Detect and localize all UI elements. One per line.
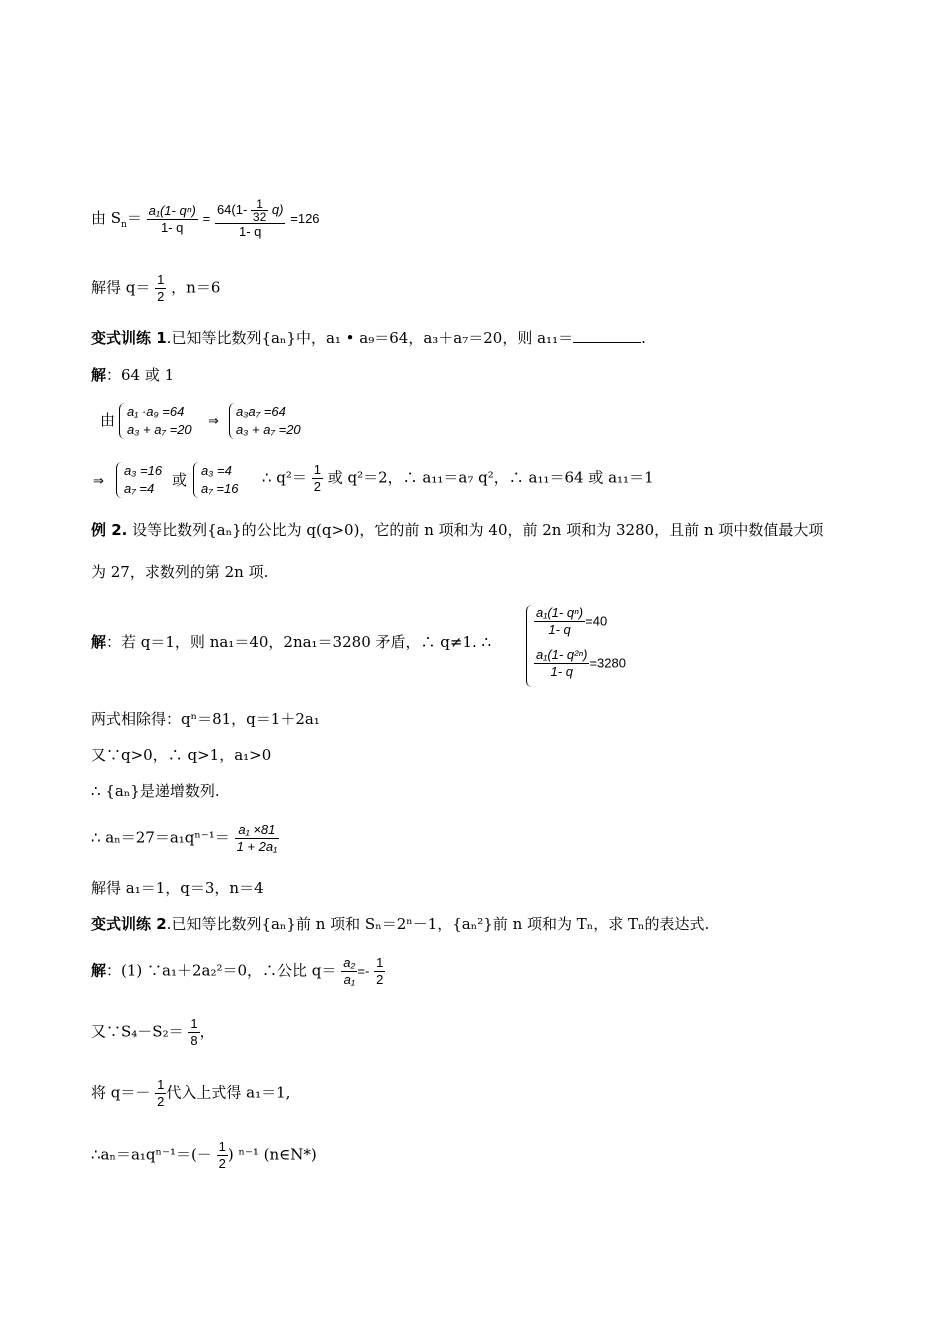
substitute-num: 1 — [157, 1077, 165, 1092]
s4-num: 1 — [190, 1016, 198, 1031]
an-equation-text: ∴ aₙ＝27＝a₁qⁿ⁻¹＝ — [91, 828, 230, 847]
an-equation-frac — [235, 822, 280, 855]
system-1-row-2: a₃ + a₇ =20 — [127, 422, 192, 437]
system-2-brace-a — [116, 462, 122, 498]
solve-q-half-num: 1 — [157, 272, 165, 287]
system-2-half-num: 1 — [313, 462, 321, 477]
s4-line — [91, 1016, 215, 1049]
sn-frac2-inner — [251, 198, 268, 223]
answer-2-system — [534, 605, 626, 689]
sn-fraction-1 — [147, 203, 198, 236]
system-2-or: 或 — [172, 471, 188, 489]
system-2-arrow: ⇒ — [93, 473, 104, 488]
exercise-1-end: . — [641, 329, 646, 347]
substitute-line — [91, 1077, 290, 1110]
exercise-2-text: .已知等比数列{aₙ}前 n 项和 Sₙ＝2ⁿ－1，{aₙ²}前 n 项和为 Tₙ，求 Tₙ的表达式. — [166, 915, 710, 933]
sn-frac1-den: 1- q — [161, 219, 184, 235]
sn-frac2-inner-den: 32 — [252, 210, 267, 224]
answer-2-frac-2-num: a₁(1- q²ⁿ) — [536, 647, 588, 662]
system-1-row-3: a₃a₇ =64 — [236, 404, 286, 419]
exercise-1-line — [91, 328, 646, 348]
system-1-left — [127, 403, 192, 439]
an-equation-line — [91, 822, 279, 855]
sn-formula-line — [91, 198, 320, 240]
system-2-a-row-1: a₃ =16 — [124, 463, 163, 478]
example-2-label: 例 2. — [91, 521, 128, 539]
answer-2-label: 解 — [91, 633, 107, 651]
answer-3-eq: =- — [357, 963, 370, 979]
answer-3-line — [91, 955, 385, 988]
answer-2-eq-2 — [534, 647, 626, 689]
answer-3-half-den: 2 — [376, 972, 384, 987]
answer-blank — [573, 329, 641, 343]
answer-3-half — [374, 955, 385, 988]
substitute-tail: 代入上式得 a₁＝1, — [166, 1083, 291, 1102]
sn-eq: ＝ — [126, 209, 142, 227]
system-2-a — [124, 462, 162, 498]
final-frac — [217, 1139, 228, 1172]
example-2-line-2: 为 27，求数列的第 2n 项. — [91, 563, 269, 581]
system-2-brace-b — [193, 462, 199, 498]
sn-result: =126 — [290, 211, 320, 226]
answer-2-eq-1 — [534, 605, 626, 647]
sn-frac2-inner-num: 1 — [251, 198, 268, 211]
answer-3-ratio — [341, 955, 357, 988]
answer-3-half-num: 1 — [376, 955, 384, 970]
answer-2-frac-1-num: a₁(1- qⁿ) — [536, 605, 584, 620]
system-2-text-2: 或 q²＝2，∴ a₁₁＝a₇ q²，∴ a₁₁＝64 或 a₁₁＝1 — [327, 468, 654, 487]
answer-1-line — [91, 365, 174, 385]
final-tail: ) ⁿ⁻¹ (n∈N*) — [227, 1145, 317, 1164]
system-2-b-row-2: a₇ =16 — [201, 481, 239, 496]
answer-3-label: 解 — [91, 961, 107, 980]
s4-frac — [188, 1016, 199, 1049]
sn-fraction-2 — [215, 198, 286, 240]
final-den: 2 — [218, 1156, 226, 1171]
system-1-row-1: a₁ ·a₉ =64 — [127, 404, 185, 419]
sn-frac1-num: a₁(1- qⁿ) — [148, 202, 196, 218]
system-1-arrow: ⇒ — [208, 413, 219, 428]
s4-den: 8 — [190, 1033, 198, 1048]
sn-eq2: = — [202, 211, 211, 226]
step-q-positive: 又∵q>0，∴ q>1，a₁>0 — [91, 746, 272, 764]
system-1-row-4: a₃ + a₇ =20 — [236, 422, 301, 437]
answer-2-line — [91, 632, 491, 652]
solve-q-half — [155, 272, 166, 305]
final-text: ∴aₙ＝a₁qⁿ⁻¹＝(－ — [91, 1145, 212, 1164]
step-divide: 两式相除得：qⁿ＝81，q＝1＋2a₁ — [91, 710, 320, 728]
solve-q-text: 解得 q＝ — [91, 278, 151, 297]
answer-2-frac-1 — [534, 605, 585, 638]
system-1-right — [236, 403, 301, 439]
answer-2-brace — [526, 605, 532, 687]
sn-frac2-num-post: q) — [271, 201, 284, 217]
answer-2-val-1: =40 — [585, 613, 608, 629]
sn-frac2-den: 1- q — [239, 224, 262, 239]
final-formula-line — [91, 1139, 317, 1172]
answer-1-text: ：64 或 1 — [106, 366, 175, 384]
system-1-brace-left — [119, 403, 125, 439]
example-2-line-1 — [91, 520, 823, 540]
substitute-frac — [155, 1077, 166, 1110]
answer-3-text: ：(1) ∵a₁＋2a₂²＝0，∴公比 q＝ — [106, 961, 337, 980]
answer-3-ratio-den: a₁ — [343, 972, 355, 987]
solve-q-line — [91, 272, 220, 305]
exercise-1-label: 变式训练 1 — [91, 329, 167, 347]
substitute-text: 将 q＝－ — [91, 1083, 151, 1102]
system-2-b-row-1: a₃ =4 — [201, 463, 232, 478]
substitute-den: 2 — [157, 1094, 165, 1109]
system-2-a-row-2: a₇ =4 — [124, 481, 155, 496]
system-2-text-1: ∴ q²＝ — [262, 468, 307, 487]
system-2-conclusion — [262, 462, 654, 495]
answer-1-label: 解 — [91, 366, 107, 384]
system-2-half — [312, 462, 323, 495]
sn-prefix: 由 S — [91, 209, 122, 227]
exercise-2-line — [91, 914, 709, 934]
s4-tail: ， — [199, 1022, 215, 1041]
answer-2-frac-2-den: 1- q — [550, 664, 573, 679]
exercise-2-label: 变式训练 2 — [91, 915, 167, 933]
system-1-brace-right — [229, 403, 235, 439]
an-equation-den: 1 + 2a₁ — [236, 839, 278, 854]
answer-2-val-2: =3280 — [589, 655, 626, 671]
answer-3-ratio-num: a₂ — [343, 955, 356, 970]
solution-values-line: 解得 a₁＝1，q＝3，n＝4 — [91, 879, 264, 897]
sn-sub: n — [121, 220, 127, 230]
system-2-half-den: 2 — [313, 479, 321, 494]
answer-2-frac-1-den: 1- q — [548, 622, 571, 637]
final-num: 1 — [218, 1139, 226, 1154]
an-equation-num: a₁ ×81 — [235, 822, 280, 839]
sn-frac2-num — [215, 198, 286, 224]
answer-2-text: ：若 q＝1，则 na₁＝40，2na₁＝3280 矛盾，∴ q≠1. ∴ — [106, 633, 492, 651]
system-2-b — [201, 462, 238, 498]
step-increasing: ∴ {aₙ}是递增数列. — [91, 782, 220, 800]
answer-2-frac-2 — [534, 647, 589, 680]
system-1-prefix: 由 — [100, 411, 116, 429]
exercise-1-text: .已知等比数列{aₙ}中，a₁ • a₉＝64，a₃＋a₇＝20，则 a₁₁＝ — [166, 329, 574, 347]
sn-frac2-num-pre: 64(1- — [216, 201, 248, 217]
s4-text: 又∵S₄－S₂＝ — [91, 1022, 184, 1041]
example-2-text-1: 设等比数列{aₙ}的公比为 q(q>0)，它的前 n 项和为 40，前 2n 项和为 3280，且前 n 项中数值最大项 — [127, 521, 824, 539]
solve-q-half-den: 2 — [157, 289, 165, 304]
solve-q-tail: ，n＝6 — [171, 278, 221, 297]
